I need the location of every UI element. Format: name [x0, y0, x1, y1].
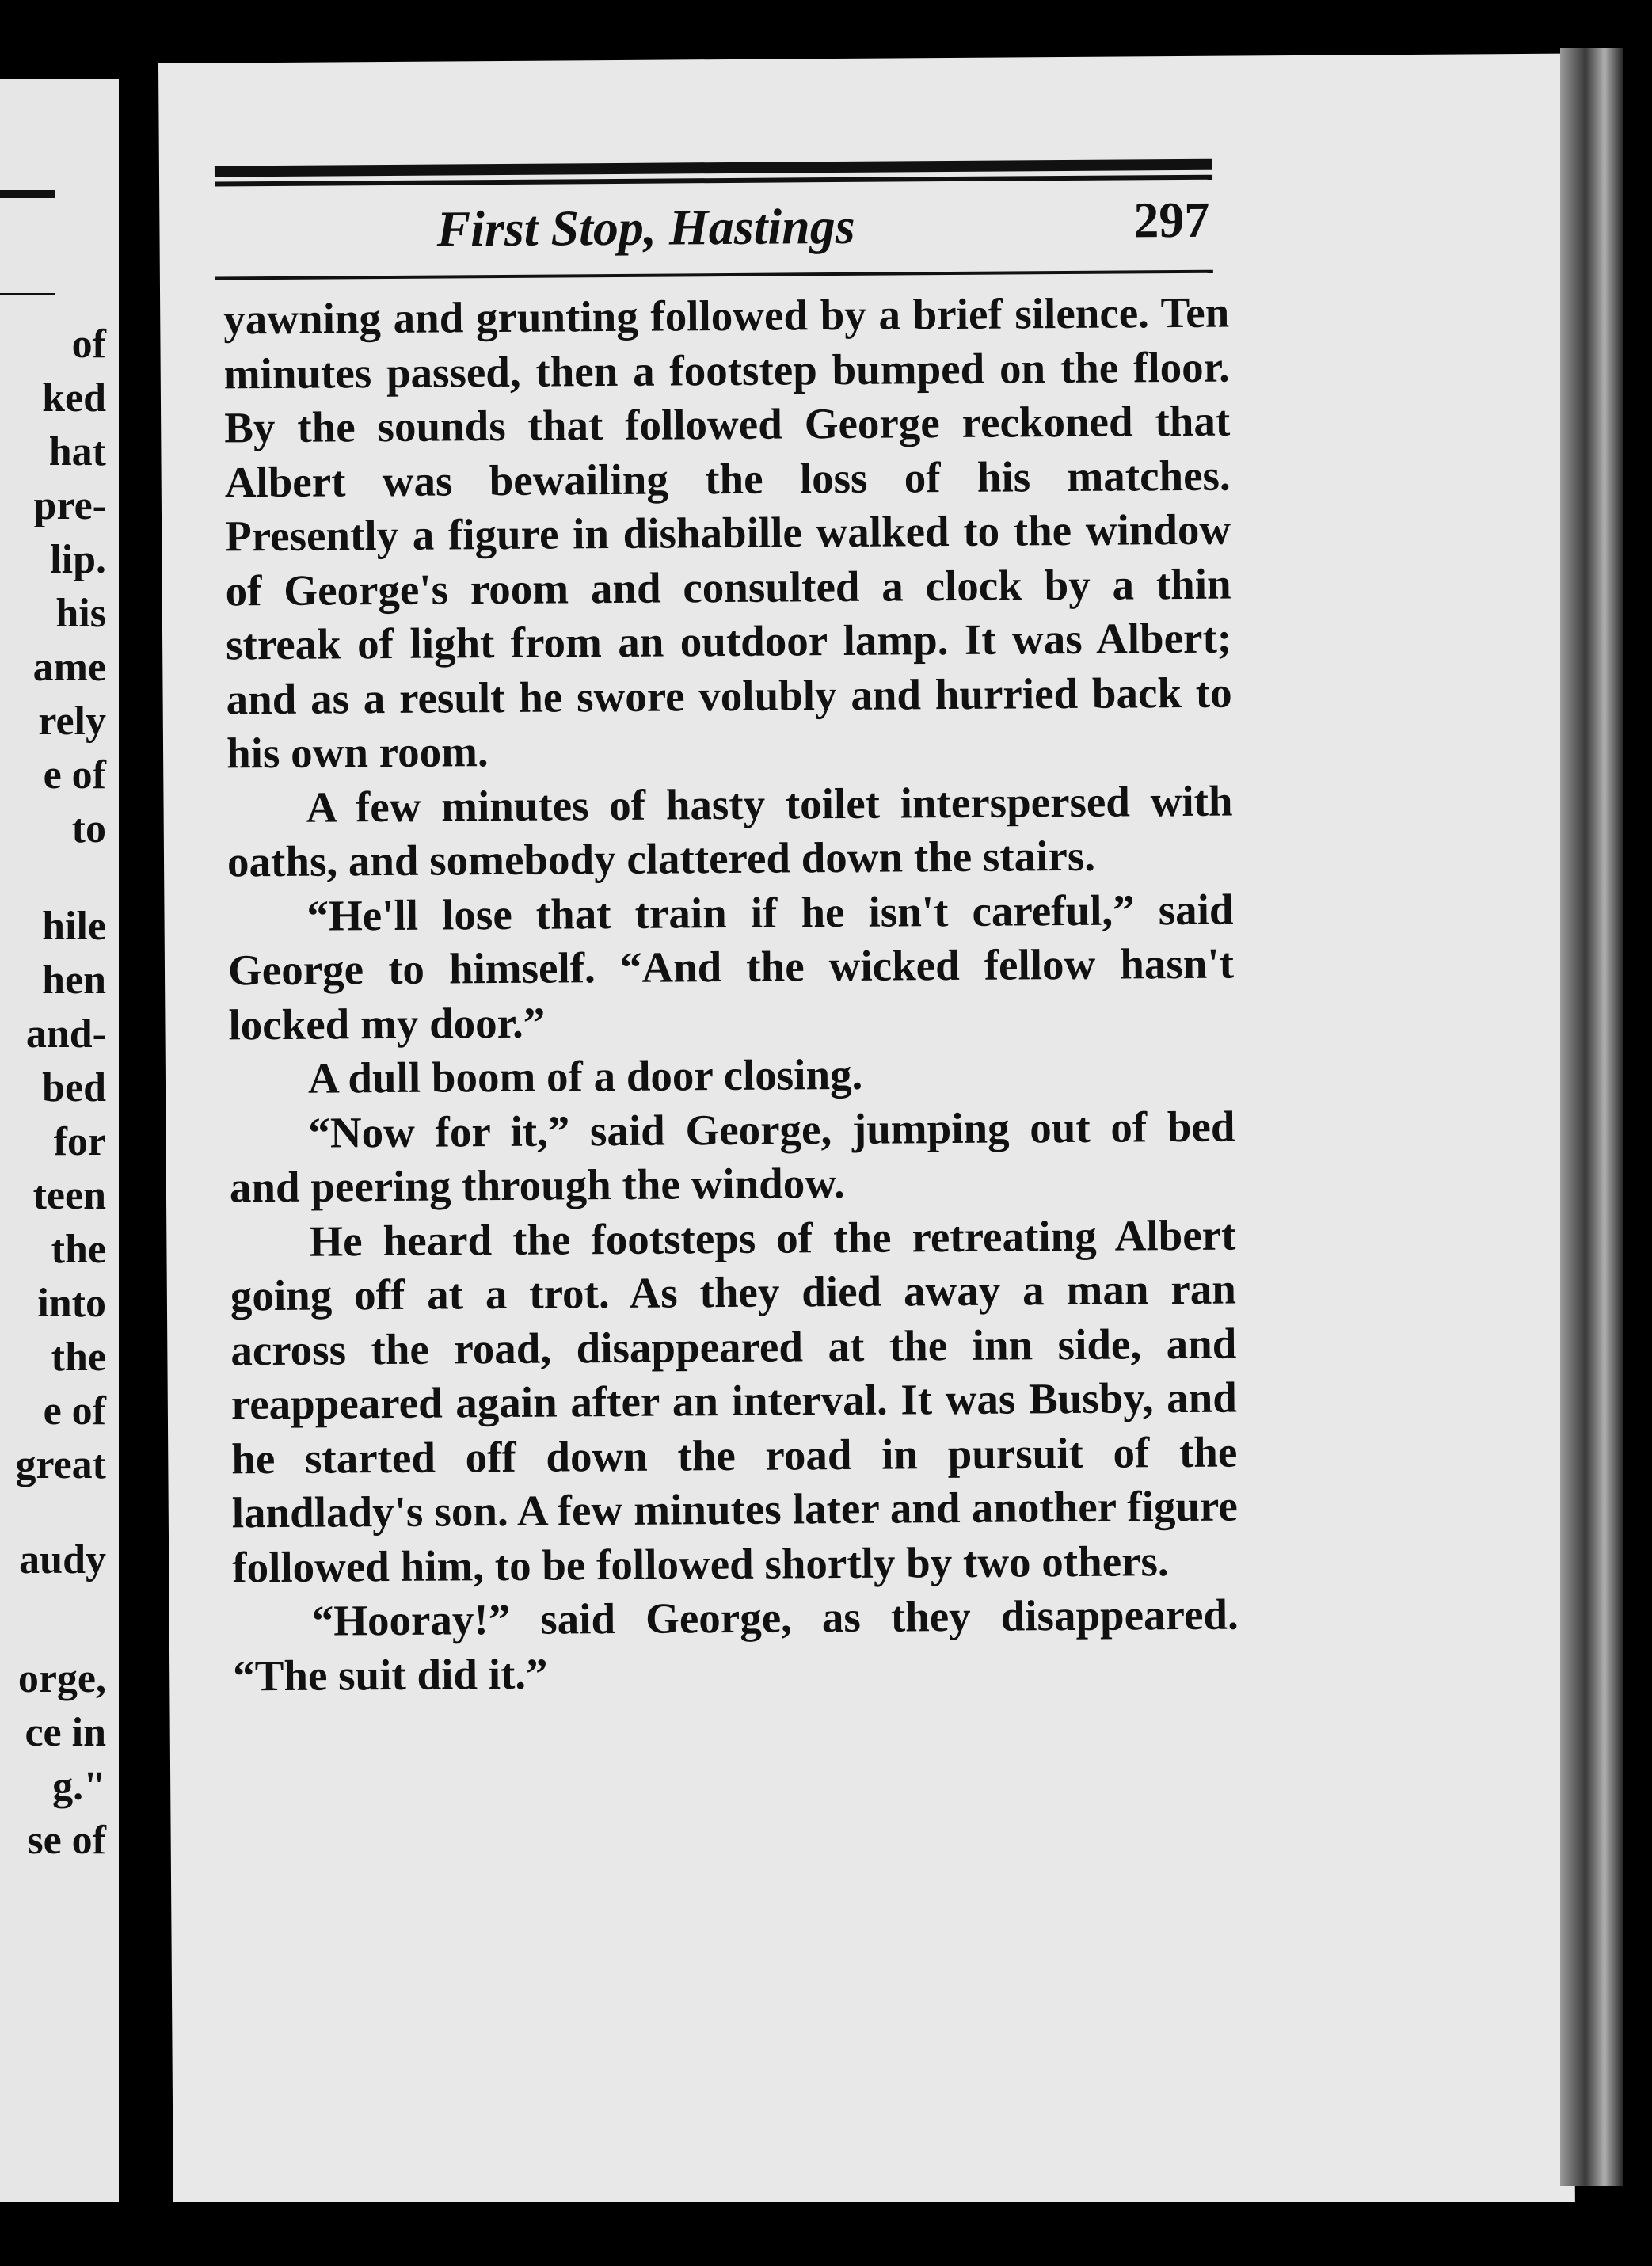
left-page-rule: [0, 293, 55, 295]
left-page-text: e of: [43, 752, 106, 798]
paragraph: “He'll lose that train if he isn't careful,” said George to himself. “And the wicked fellow hasn't locked my door.”: [227, 885, 1235, 1049]
header-rule-thick: [215, 159, 1212, 177]
left-page-text: into: [37, 1281, 106, 1326]
left-page-text: hen: [42, 958, 106, 1003]
left-page-text: the: [51, 1335, 106, 1380]
left-page-text: the: [51, 1227, 106, 1272]
body-text: [223, 286, 1239, 1704]
left-page-text: orge,: [17, 1656, 106, 1701]
left-page-text: for: [53, 1119, 106, 1164]
left-page-text: ce in: [25, 1710, 106, 1755]
paragraph: He heard the footsteps of the retreating Albert going off at a trot. As they died away a man ran across the road, disappeared at the inn side, and reappeared again after an interval. It was Busby, and he started off down the road in pursuit of the landlady's son. A few minutes later and another figure followed him, to be followed shortly by two others.: [230, 1210, 1238, 1591]
left-page-rule: [0, 190, 55, 198]
left-page-text: se of: [27, 1818, 106, 1863]
page-number: 297: [1133, 191, 1210, 249]
left-page-text: hile: [42, 904, 106, 949]
left-page-text: pre-: [33, 483, 106, 528]
scan-border: [0, 2202, 1652, 2266]
page-edge: [1560, 48, 1623, 2186]
right-page: [158, 54, 1575, 2218]
left-page-text: rely: [38, 699, 106, 744]
header-underline: [215, 270, 1213, 280]
left-page-text: hat: [48, 429, 106, 474]
left-page-text: e of: [43, 1388, 106, 1434]
paragraph: yawning and grunting followed by a brief silence. Ten minutes passed, then a footstep bumped on the floor. By the sounds that followed George reckoned that Albert was bewailing the loss of his matches. Presently a figure in dishabille walked to the window of George's room and consulted a clock by a thin streak of light from an outdoor lamp. It was Albert; and as a result he swore volubly and hurried back to his own room.: [223, 288, 1232, 778]
left-page-text: bed: [42, 1065, 106, 1110]
header-rule-thin: [215, 175, 1212, 187]
paragraph: “Now for it,” said George, jumping out of bed and peering through the window.: [229, 1102, 1235, 1212]
left-page-text: g.": [52, 1764, 106, 1809]
paragraph: A dull boom of a door closing.: [307, 1049, 863, 1103]
paragraph: A few minutes of hasty toilet interspersed with oaths, and somebody clattered down the stairs.: [226, 776, 1233, 886]
left-page-text: his: [55, 591, 106, 636]
paragraph: “Hooray!” said George, as they disappeared. “The suit did it.”: [232, 1590, 1239, 1700]
left-page-text: audy: [19, 1537, 106, 1582]
left-page-text: and-: [25, 1011, 106, 1057]
left-page-text: great: [15, 1442, 106, 1487]
left-page-fragment: [0, 79, 119, 2218]
book-gutter: [119, 71, 158, 2266]
running-head: First Stop, Hastings: [436, 197, 855, 257]
left-page-text: teen: [32, 1173, 106, 1218]
left-page-text: ame: [32, 645, 106, 690]
left-page-text: lip.: [50, 537, 106, 582]
left-page-text: of: [71, 322, 106, 367]
left-page-text: ked: [42, 375, 106, 421]
left-page-text: to: [71, 806, 106, 851]
